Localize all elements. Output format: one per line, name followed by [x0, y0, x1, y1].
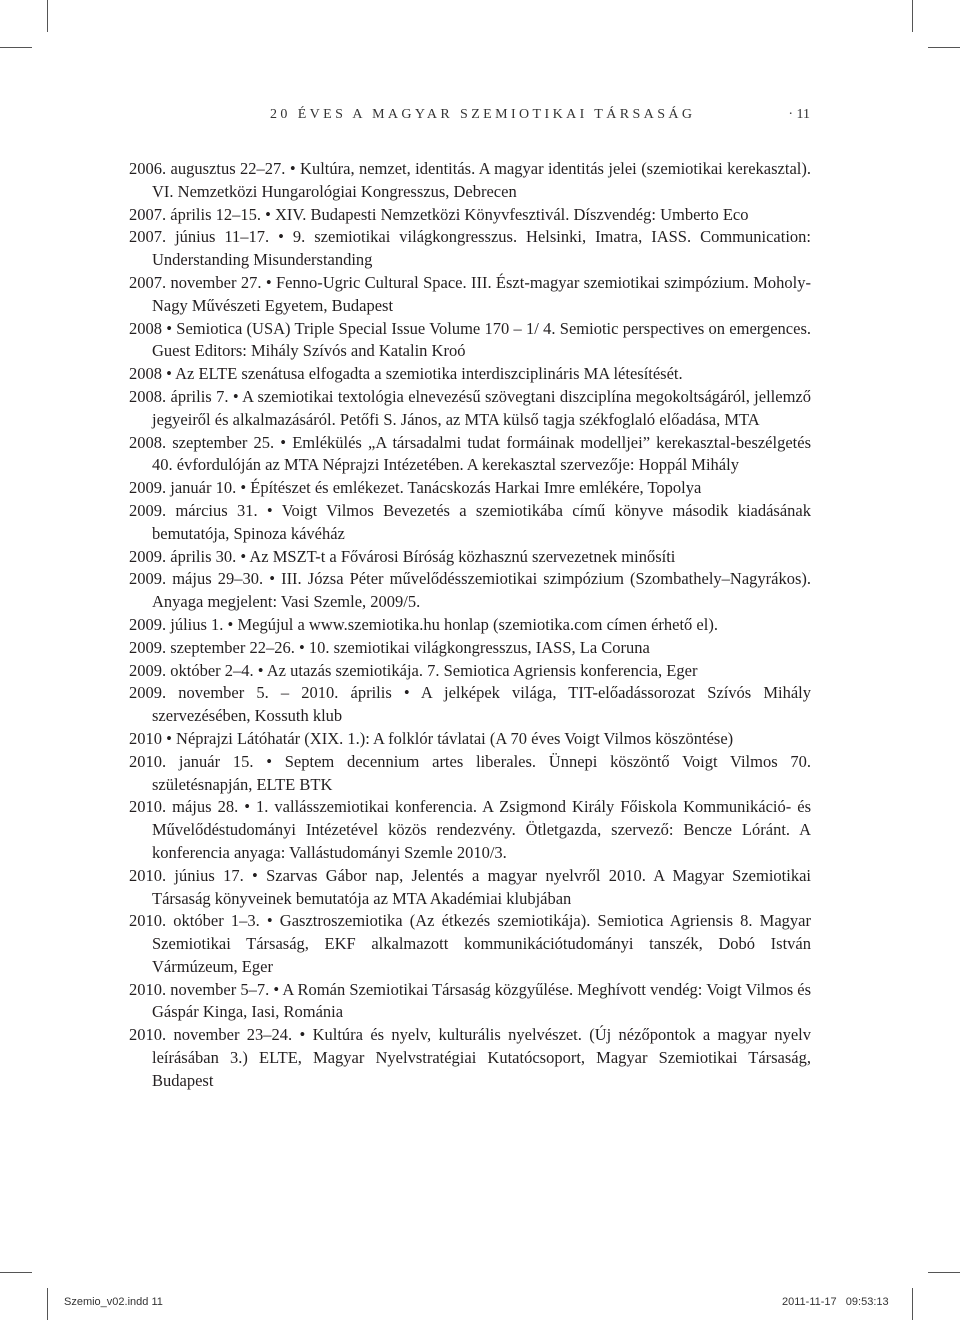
crop-mark-bottom-left-v: [47, 1288, 48, 1320]
chronology-entry: 2009. szeptember 22–26. • 10. szemiotikai világkongresszus, IASS, La Coruna: [129, 637, 650, 657]
chronology-entry: 2009. március 31. • Voigt Vilmos Bevezetés a szemiotikába című könyve második kiadásának bemutatója, Spinoza kávéház: [129, 500, 811, 543]
crop-mark-bottom-left-h: [0, 1272, 32, 1273]
chronology-entry: 2009. május 29–30. • III. Józsa Péter művelődésszemiotikai szimpózium (Szombathely–Nagyrákos). Anyaga megjelent: Vasi Szemle, 2009/5.: [129, 569, 811, 612]
chronology-entry: 2010. január 15. • Septem decennium artes liberales. Ünnepi köszöntő Voigt Vilmos 70. születésnapján, ELTE BTK: [129, 751, 811, 794]
chronology-entry: 2010. június 17. • Szarvas Gábor nap, Jelentés a magyar nyelvről 2010. A Magyar Szemiotikai Társaság könyveinek bemutatója az MTA Akadémiai klubjában: [129, 865, 811, 908]
crop-mark-top-left-v: [47, 0, 48, 32]
footer-file: Szemio_v02.indd 11: [64, 1296, 163, 1308]
crop-mark-top-right-v: [912, 0, 913, 32]
chronology-entry: 2009. április 30. • Az MSZT-t a Fővárosi Bíróság közhasznú szervezetnek minősíti: [129, 546, 676, 566]
chronology-entry: 2010 • Néprajzi Látóhatár (XIX. 1.): A folklór távlatai (A 70 éves Voigt Vilmos köszöntése): [129, 728, 734, 748]
running-head-title: 20 ÉVES A MAGYAR SZEMIOTIKAI TÁRSASÁG: [270, 107, 696, 122]
chronology-entry: 2010. október 1–3. • Gasztroszemiotika (Az étkezés szemiotikája). Semiotica Agriensis 8. Magyar Szemiotikai Társaság, EKF alkalmazott kommunikációtudományi tanszék, Dobó István Vármúzeum, Eger: [129, 911, 811, 976]
chronology-entry: 2010. május 28. • 1. vallásszemiotikai konferencia. A Zsigmond Király Főiskola Kommunikáció- és Művelődéstudományi Intézetével közös rendezvény. Ötletgazda, szervező: Bencze Lóránt. A konferencia anyaga: Vallástudományi Szemle 2010/3.: [129, 797, 811, 862]
chronology-entry: 2010. november 5–7. • A Román Szemiotikai Társaság közgyűlése. Meghívott vendég: Voigt Vilmos és Gáspár Kinga, Iasi, Románia: [129, 979, 811, 1022]
chronology-entry: 2006. augusztus 22–27. • Kultúra, nemzet, identitás. A magyar identitás jelei (szemiotikai kerekasztal). VI. Nemzetközi Hungarológiai Kongresszus, Debrecen: [129, 159, 811, 201]
chronology-entry: 2009. október 2–4. • Az utazás szemiotikája. 7. Semiotica Agriensis konferencia, Eger: [129, 660, 698, 680]
chronology-entry: 2007. április 12–15. • XIV. Budapesti Nemzetközi Könyvfesztivál. Díszvendég: Umberto Eco: [129, 204, 749, 224]
chronology-entry: 2008. szeptember 25. • Emlékülés „A társadalmi tudat formáinak modelljei” kerekasztal-beszélgetés 40. évfordulóján az MTA Néprajzi Intézetében. A kerekasztal szervezője: Hoppál Mihály: [129, 432, 811, 475]
chronology-list: [129, 158, 811, 1093]
crop-mark-top-right-h: [928, 47, 960, 48]
chronology-entry: 2007. június 11–17. • 9. szemiotikai világkongresszus. Helsinki, Imatra, IASS. Communication: Understanding Misunderstanding: [129, 227, 811, 270]
chronology-entry: 2009. január 10. • Építészet és emlékezet. Tanácskozás Harkai Imre emlékére, Topolya: [129, 478, 702, 498]
footer-timestamp: 2011-11-17 09:53:13: [782, 1296, 889, 1308]
chronology-entry: 2009. július 1. • Megújul a www.szemiotika.hu honlap (szemiotika.com címen érhető el).: [129, 614, 718, 634]
chronology-entry: 2008 • Semiotica (USA) Triple Special Issue Volume 170 – 1/ 4. Semiotic perspectives on emergences. Guest Editors: Mihály Szívós and Katalin Kroó: [129, 318, 811, 361]
crop-mark-top-left-h: [0, 47, 32, 48]
page-number: · 11: [788, 107, 810, 122]
chronology-entry: 2010. november 23–24. • Kultúra és nyelv, kulturális nyelvészet. (Új nézőpontok a magyar nyelv leírásában 3.) ELTE, Magyar Nyelvstratégiai Kutatócsoport, Magyar Szemiotikai Társaság, Budapest: [129, 1025, 811, 1090]
chronology-entry: 2009. november 5. – 2010. április • A jelképek világa, TIT-előadássorozat Szívós Mihály szervezésében, Kossuth klub: [129, 683, 811, 726]
crop-mark-bottom-right-v: [912, 1288, 913, 1320]
chronology-entry: 2007. november 27. • Fenno-Ugric Cultural Space. III. Észt-magyar szemiotikai szimpózium. Moholy-Nagy Művészeti Egyetem, Budapest: [129, 272, 811, 315]
chronology-entry: 2008. április 7. • A szemiotikai textológia elnevezésű szövegtani diszciplína megokoltságáról, jellemző jegyeiről és alkalmazásáról. Petőfi S. János, az MTA külső tagja székfoglaló előadása, MTA: [129, 386, 811, 429]
running-head: [270, 107, 810, 123]
chronology-entry: 2008 • Az ELTE szenátusa elfogadta a szemiotika interdiszciplináris MA létesítését.: [129, 364, 683, 384]
crop-mark-bottom-right-h: [928, 1272, 960, 1273]
